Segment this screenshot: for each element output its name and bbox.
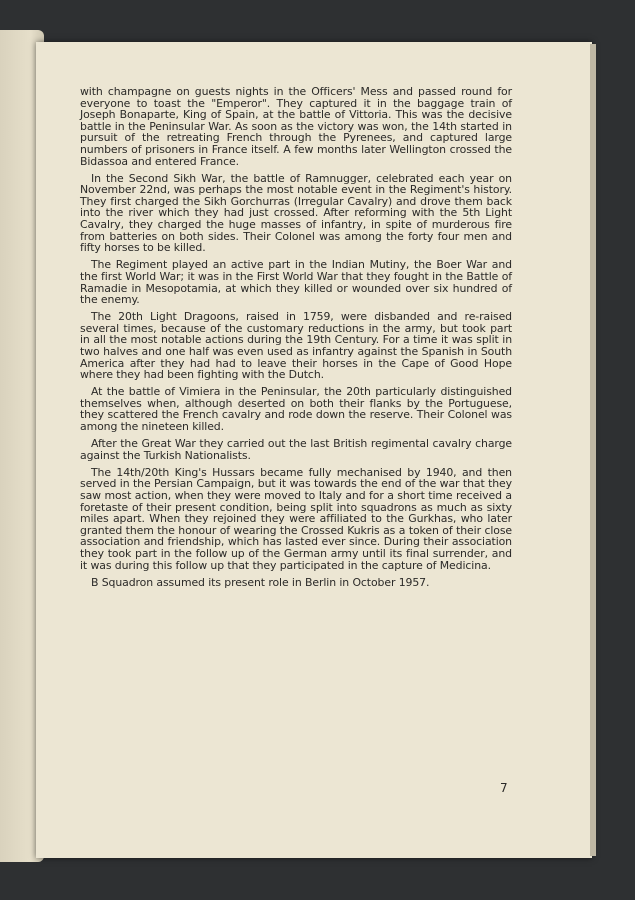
body-text	[80, 86, 512, 594]
paragraph: with champagne on guests nights in the Officers' Mess and passed round for everyone to toast the "Emperor". They captured it in the baggage train of Joseph Bonaparte, King of Spain, at the battle of Vittoria. This was the decisive battle in the Peninsular War. As soon as the victory was won, the 14th started in pursuit of the retreating French through the Pyrenees, and captured large numbers of prisoners in France itself. A few months later Wellington crossed the Bidassoa and entered France.	[80, 85, 512, 168]
page-stack-edge	[590, 44, 596, 856]
paragraph: B Squadron assumed its present role in Berlin in October 1957.	[91, 575, 430, 589]
paragraph: The 14th/20th King's Hussars became fully mechanised by 1940, and then served in the Persian Campaign, but it was towards the end of the war that they saw most action, when they were moved to Italy and for a short time received a foretaste of their present condition, being split into squadrons as much as sixty miles apart. When they rejoined they were affiliated to the Gurkhas, who later granted them the honour of wearing the Crossed Kukris as a token of their close association and friendship, which has lasted ever since. During their association they took part in the follow up of the German army until its final surrender, and it was during this follow up that they participated in the capture of Medicina.	[80, 465, 512, 572]
paragraph: At the battle of Vimiera in the Peninsular, the 20th particularly distinguished themselves when, although deserted on both their flanks by the Portuguese, they scattered the French cavalry and rode down the reserve. Their Colonel was among the nineteen killed.	[80, 385, 512, 434]
paragraph: The Regiment played an active part in the Indian Mutiny, the Boer War and the first World War; it was in the First World War that they fought in the Battle of Ramadie in Mesopotamia, at which they killed or wounded over six hundred of the enemy.	[80, 258, 512, 307]
page-number: 7	[500, 781, 508, 795]
paragraph: In the Second Sikh War, the battle of Ramnugger, celebrated each year on November 22nd, was perhaps the most notable event in the Regiment's history. They first charged the Sikh Gorchurras (Irregular Cavalry) and drove them back into the river which they had just crossed. After reforming with the 5th Light Cavalry, they charged the huge masses of infantry, in spite of murderous fire from batteries on both sides. Their Colonel was among the forty four men and fifty horses to be killed.	[80, 171, 512, 255]
paragraph: The 20th Light Dragoons, raised in 1759, were disbanded and re-raised several times, because of the customary reductions in the army, but took part in all the most notable actions during the 19th Century. For a time it was split in two halves and one half was even used as infantry against the Spanish in South America after they had had to leave their horses in the Cape of Good Hope where they had been fighting with the Dutch.	[80, 310, 512, 382]
paragraph: After the Great War they carried out the last British regimental cavalry charge against the Turkish Nationalists.	[80, 437, 512, 462]
